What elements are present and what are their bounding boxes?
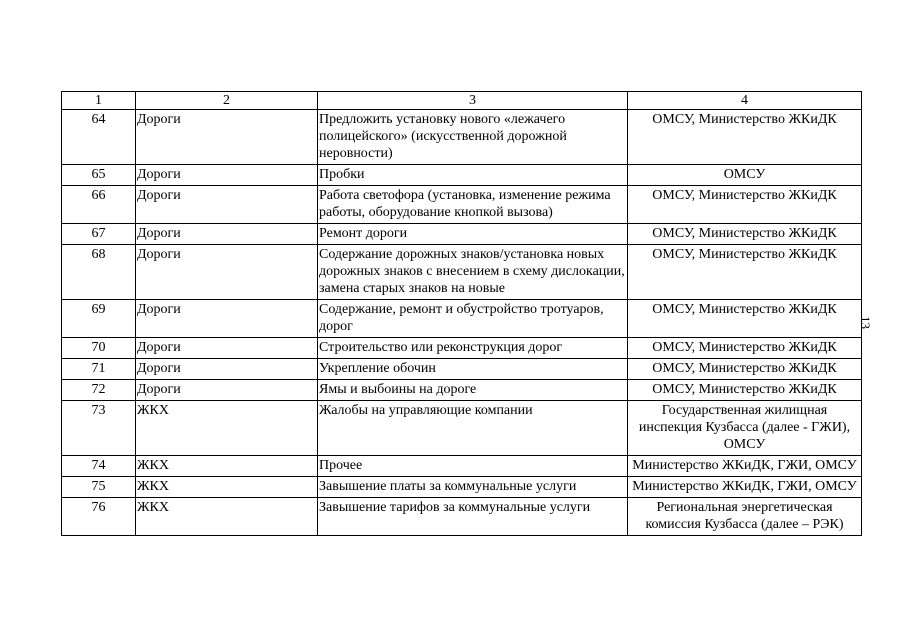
row-number: 72 bbox=[62, 380, 136, 401]
row-responsible: ОМСУ, Министерство ЖКиДК bbox=[628, 359, 862, 380]
row-category: Дороги bbox=[136, 245, 318, 300]
row-description: Ямы и выбоины на дороге bbox=[318, 380, 628, 401]
row-description: Завышение тарифов за коммунальные услуги bbox=[318, 498, 628, 536]
row-responsible: ОМСУ, Министерство ЖКиДК bbox=[628, 300, 862, 338]
row-number: 67 bbox=[62, 224, 136, 245]
row-number: 71 bbox=[62, 359, 136, 380]
table-header bbox=[62, 92, 862, 110]
row-description: Содержание, ремонт и обустройство тротуаров, дорог bbox=[318, 300, 628, 338]
row-number: 73 bbox=[62, 401, 136, 456]
table-row bbox=[62, 477, 862, 498]
table-row bbox=[62, 401, 862, 456]
row-category: Дороги bbox=[136, 300, 318, 338]
row-responsible: Региональная энергетическая комиссия Кузбасса (далее – РЭК) bbox=[628, 498, 862, 536]
page-number: 13 bbox=[858, 316, 873, 329]
table-row bbox=[62, 338, 862, 359]
header-row bbox=[62, 92, 862, 110]
row-category: ЖКХ bbox=[136, 477, 318, 498]
table-row bbox=[62, 456, 862, 477]
row-description: Жалобы на управляющие компании bbox=[318, 401, 628, 456]
row-category: Дороги bbox=[136, 338, 318, 359]
row-responsible: Министерство ЖКиДК, ГЖИ, ОМСУ bbox=[628, 477, 862, 498]
row-description: Ремонт дороги bbox=[318, 224, 628, 245]
row-responsible: ОМСУ, Министерство ЖКиДК bbox=[628, 380, 862, 401]
row-responsible: ОМСУ, Министерство ЖКиДК bbox=[628, 186, 862, 224]
header-cell-3: 3 bbox=[318, 92, 628, 110]
table-row bbox=[62, 380, 862, 401]
row-category: Дороги bbox=[136, 165, 318, 186]
row-category: ЖКХ bbox=[136, 401, 318, 456]
row-description: Укрепление обочин bbox=[318, 359, 628, 380]
row-number: 69 bbox=[62, 300, 136, 338]
row-category: Дороги bbox=[136, 186, 318, 224]
row-description: Пробки bbox=[318, 165, 628, 186]
table-row bbox=[62, 300, 862, 338]
row-number: 68 bbox=[62, 245, 136, 300]
table-row bbox=[62, 110, 862, 165]
row-category: Дороги bbox=[136, 359, 318, 380]
table-row bbox=[62, 498, 862, 536]
row-number: 64 bbox=[62, 110, 136, 165]
row-description: Предложить установку нового «лежачего полицейского» (искусственной дорожной неровности) bbox=[318, 110, 628, 165]
row-description: Строительство или реконструкция дорог bbox=[318, 338, 628, 359]
row-responsible: Министерство ЖКиДК, ГЖИ, ОМСУ bbox=[628, 456, 862, 477]
table-body bbox=[62, 110, 862, 536]
row-responsible: ОМСУ, Министерство ЖКиДК bbox=[628, 338, 862, 359]
header-cell-2: 2 bbox=[136, 92, 318, 110]
row-description: Работа светофора (установка, изменение режима работы, оборудование кнопкой вызова) bbox=[318, 186, 628, 224]
row-category: Дороги bbox=[136, 380, 318, 401]
table-row bbox=[62, 359, 862, 380]
row-responsible: ОМСУ, Министерство ЖКиДК bbox=[628, 110, 862, 165]
header-cell-4: 4 bbox=[628, 92, 862, 110]
row-category: Дороги bbox=[136, 224, 318, 245]
row-number: 66 bbox=[62, 186, 136, 224]
row-number: 76 bbox=[62, 498, 136, 536]
table-row bbox=[62, 245, 862, 300]
row-responsible: ОМСУ bbox=[628, 165, 862, 186]
row-responsible: ОМСУ, Министерство ЖКиДК bbox=[628, 224, 862, 245]
table-row bbox=[62, 186, 862, 224]
row-category: Дороги bbox=[136, 110, 318, 165]
row-description: Содержание дорожных знаков/установка новых дорожных знаков с внесением в схему дислокации, замена старых знаков на новые bbox=[318, 245, 628, 300]
table-row bbox=[62, 224, 862, 245]
row-description: Завышение платы за коммунальные услуги bbox=[318, 477, 628, 498]
header-cell-1: 1 bbox=[62, 92, 136, 110]
row-number: 74 bbox=[62, 456, 136, 477]
document-table bbox=[61, 91, 862, 536]
row-number: 70 bbox=[62, 338, 136, 359]
row-number: 75 bbox=[62, 477, 136, 498]
row-category: ЖКХ bbox=[136, 456, 318, 477]
row-number: 65 bbox=[62, 165, 136, 186]
row-description: Прочее bbox=[318, 456, 628, 477]
row-responsible: Государственная жилищная инспекция Кузбасса (далее - ГЖИ), ОМСУ bbox=[628, 401, 862, 456]
row-category: ЖКХ bbox=[136, 498, 318, 536]
table-row bbox=[62, 165, 862, 186]
row-responsible: ОМСУ, Министерство ЖКиДК bbox=[628, 245, 862, 300]
